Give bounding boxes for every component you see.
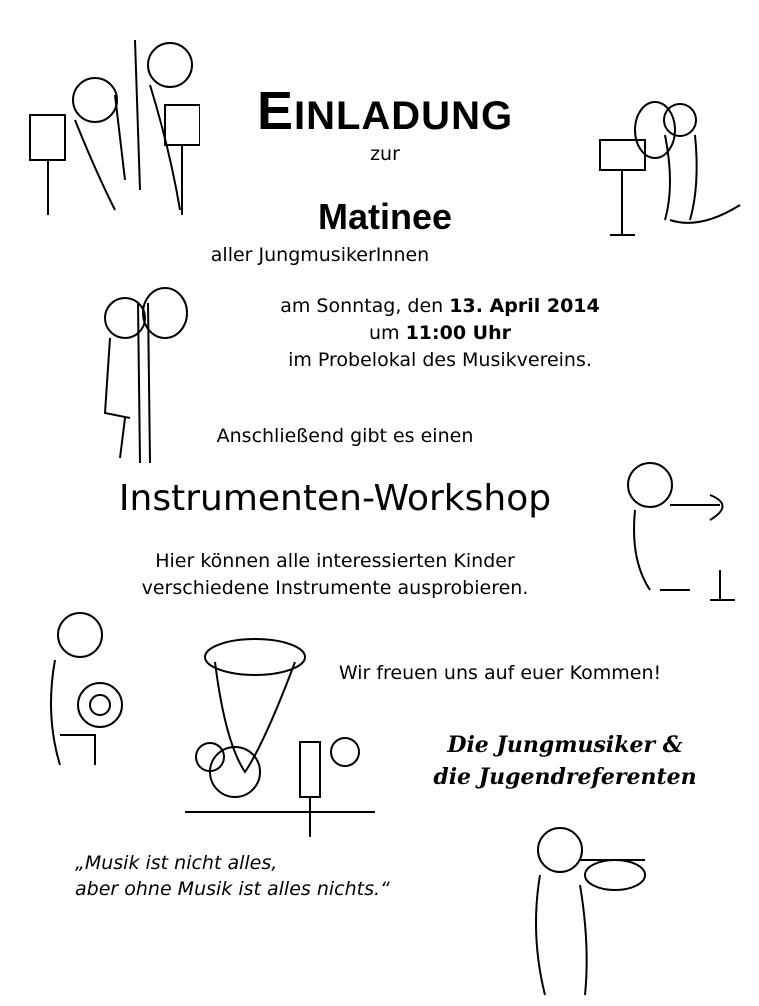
signature-line2: die Jugendreferenten: [433, 764, 697, 790]
title-initial: E: [256, 81, 294, 141]
cornet-player-illustration: [515, 815, 660, 1000]
trombone-player-illustration: [90, 283, 190, 468]
date-line: [230, 295, 650, 317]
quote-line2: aber ohne Musik ist alles nichts.“: [75, 878, 390, 900]
workshop-title: Instrumenten-Workshop: [118, 478, 552, 519]
sousaphone-scene-illustration: [175, 632, 385, 842]
title-rest: INLADUNG: [293, 94, 514, 138]
event-time: 11:00 Uhr: [405, 322, 511, 344]
followup-text: Anschließend gibt es einen: [216, 425, 474, 447]
welcome-text: Wir freuen uns auf euer Kommen!: [338, 662, 662, 684]
event-name: Matinee: [317, 196, 453, 237]
time-prefix: um: [368, 322, 406, 344]
date-prefix: am Sonntag, den: [280, 295, 450, 317]
audience-text: aller JungmusikerInnen: [210, 244, 430, 266]
page-title: [170, 80, 600, 142]
subtitle-zur: zur: [370, 143, 400, 165]
quote-line1: „Musik ist nicht alles,: [75, 852, 278, 874]
time-line: [230, 322, 650, 344]
signature-line1: Die Jungmusiker &: [447, 732, 683, 758]
workshop-desc-line1: Hier können alle interessierten Kinder: [155, 550, 515, 572]
event-date: 13. April 2014: [449, 295, 600, 317]
clarinet-duo-illustration: [20, 20, 200, 220]
tuba-player-illustration: [580, 95, 745, 245]
workshop-desc-line2: verschiedene Instrumente ausprobieren.: [141, 577, 529, 599]
location-line: im Probelokal des Musikvereins.: [288, 349, 592, 371]
trumpet-player-illustration: [610, 450, 745, 605]
horn-player-illustration: [35, 605, 130, 770]
